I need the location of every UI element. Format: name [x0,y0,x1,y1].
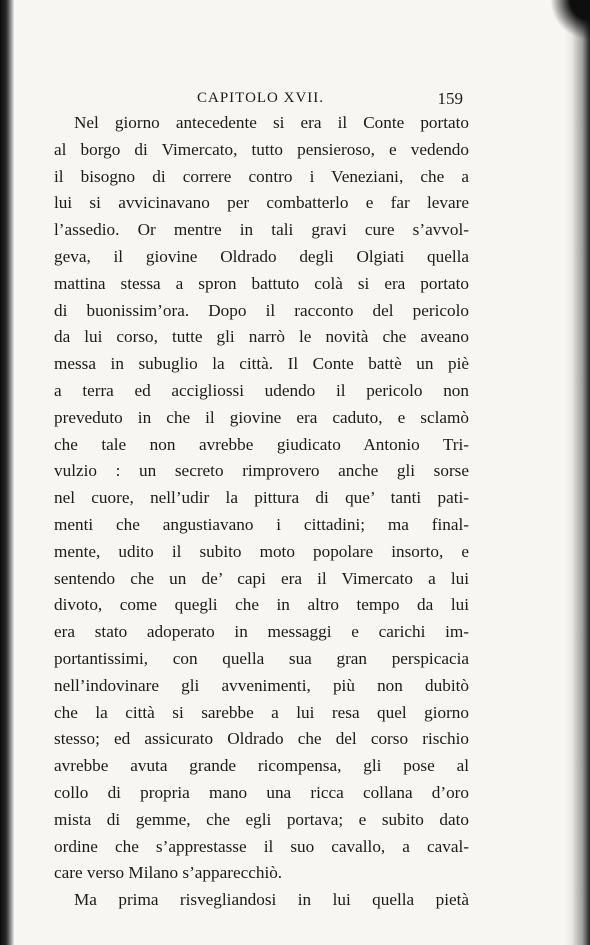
text-line: vulzio : un secreto rimprovero anche gli sorse [54,461,469,481]
text-line: mente, udito il subito moto popolare insorto, e [54,541,469,561]
text-line: che la città si sarebbe a lui resa quel giorno [54,702,469,722]
text-line: geva, il giovine Oldrado degli Olgiati quella [54,246,469,266]
text-line: era stato adoperato in messaggi e carichi im- [54,622,469,642]
page-number: 159 [437,89,463,108]
text-line: mattina stessa a spron battuto colà si era portato [54,273,469,293]
page-corner-shadow [550,0,590,40]
text-line: mista di gemme, che egli portava; e subito dato [54,809,469,829]
text-line: di buonissim’ora. Dopo il racconto del pericolo [54,300,469,320]
text-line: nell’indovinare gli avvenimenti, più non dubitò [54,675,469,695]
text-line: care verso Milano s’apparecchiò. [54,863,283,883]
text-line: al borgo di Vimercato, tutto pensieroso, e vedendo [54,139,469,159]
text-line: l’assedio. Or mentre in tali gravi cure s’avvol- [54,220,469,240]
text-line: preveduto in che il giovine era caduto, e sclamò [54,407,469,427]
text-line: Nel giorno antecedente si era il Conte portato [74,113,469,132]
page-edge-shadow [564,0,590,945]
text-line: stesso; ed assicurato Oldrado che del corso rischio [54,729,469,749]
text-line: menti che angustiavano i cittadini; ma final- [54,514,469,534]
text-line: portantissimi, con quella sua gran perspicacia [54,648,469,668]
text-line: divoto, come quegli che in altro tempo da lui [54,595,469,615]
text-line: messa in subuglio la città. Il Conte battè un piè [54,354,469,374]
text-line: lui si avvicinavano per combatterlo e far levare [54,193,469,213]
paragraph [54,887,469,914]
running-title: CAPITOLO XVII. [197,90,325,106]
text-line: avrebbe avuta grande ricompensa, gli pose al [54,756,469,776]
text-line: nel cuore, nell’udir la pittura di que’ tanti pati- [54,488,469,508]
text-line: a terra ed accigliossi udendo il pericolo non [54,380,469,400]
text-line: ordine che s’apprestasse il suo cavallo, a caval- [54,836,469,856]
text-line: che tale non avrebbe giudicato Antonio Tri- [54,434,469,454]
text-line: collo di propria mano una ricca collana d’oro [54,782,469,802]
paragraph [54,110,469,887]
book-binding-edge [0,0,14,945]
text-line: il bisogno di correre contro i Veneziani, che a [54,166,469,186]
text-line: Ma prima risvegliandosi in lui quella pietà [74,890,469,910]
body-text [54,110,469,914]
text-line: da lui corso, tutte gli narrò le novità che aveano [54,327,469,347]
text-line: sentendo che un de’ capi era il Vimercato a lui [54,568,469,588]
